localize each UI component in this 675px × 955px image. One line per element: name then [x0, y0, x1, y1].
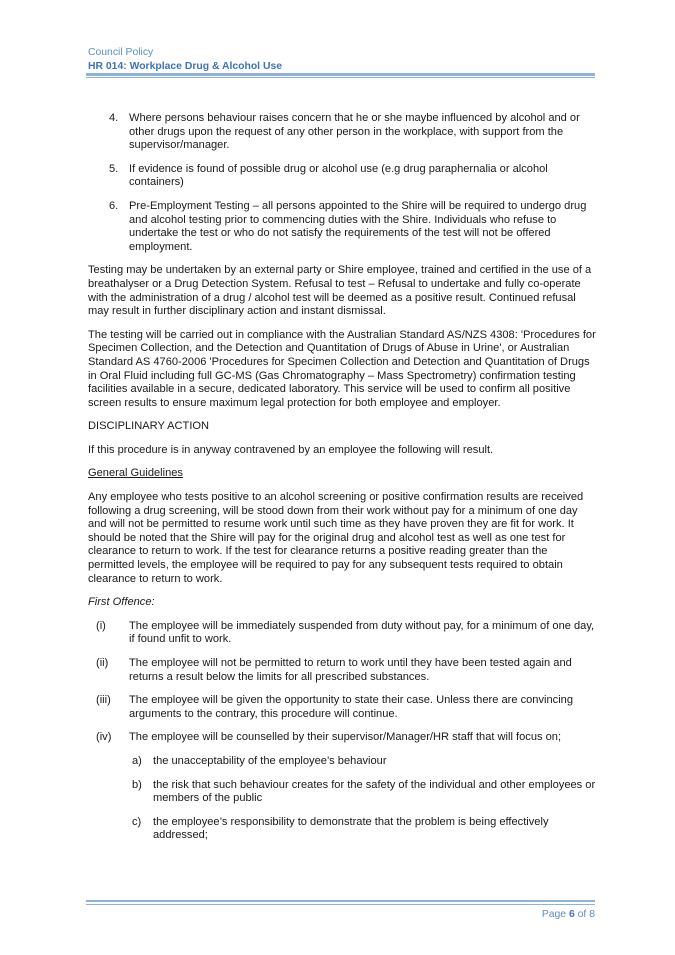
alpha-item [88, 816, 596, 843]
alpha-item [88, 755, 596, 769]
contravened-paragraph: If this procedure is in anyway contravened by an employee the following will result. [88, 443, 494, 456]
alpha-list [88, 755, 596, 843]
page-total: 8 [589, 909, 595, 920]
page-of: of [577, 909, 587, 920]
guidelines-paragraph: Any employee who tests positive to an alcohol screening or positive confirmation results are received following a drug screening, will be stood down from their work without pay for a minimum of one day and will not be permitted to resume work until such time as they have proven they are fit for work. It should be noted that the Shire will pay for the original drug and alcohol test as well as one test for clearance to return to work. If the test for clearance returns a positive reading greater than the permitted levels, the employee will be required to pay for any subsequent tests required to obtain clearance to return to work. [88, 491, 584, 585]
section-heading: DISCIPLINARY ACTION [88, 420, 210, 433]
numbered-item [88, 112, 596, 153]
item-text: the risk that such behaviour creates for the safety of the individual and other employees or members of the public [153, 778, 596, 805]
numbered-item [88, 200, 596, 254]
page-header [88, 46, 282, 74]
header-divider-thin [86, 77, 595, 78]
item-text: The employee will be given the opportunity to state their case. Unless there are convincing arguments to the contrary, this procedure will continue. [129, 694, 573, 720]
numbered-list [88, 112, 596, 254]
item-text: Where persons behaviour raises concern that he or she maybe influenced by alcohol and or other drugs upon the request of any other person in the workplace, with support from the supervisor/manager. [129, 112, 580, 152]
testing-paragraph: Testing may be undertaken by an external party or Shire employee, trained and certified in the use of a breathalyser or a Drug Detection System. Refusal to test – Refusal to undertake and fully co-operate with the administration of a drug / alcohol test will be deemed as a positive result. Continued refusal may result in further disciplinary action and instant dismissal. [88, 264, 592, 318]
roman-item [88, 620, 596, 647]
item-number: (iv) [96, 731, 112, 744]
policy-label: Council Policy [88, 47, 154, 58]
page-current: 6 [568, 909, 575, 920]
item-text: the employee’s responsibility to demonstrate that the problem is being effectively addressed; [153, 815, 549, 842]
policy-title: HR 014: Workplace Drug & Alcohol Use [88, 61, 283, 72]
item-text: Pre-Employment Testing – all persons appointed to the Shire will be required to undergo drug and alcohol testing prior to commencing duties with the Shire. Individuals who refuse to undertake the test or who do not satisfy the requirements of the test will not be offered employment. [129, 199, 587, 253]
item-text: The employee will be immediately suspended from duty without pay, for a minimum of one day, if found unfit to work. [129, 619, 595, 646]
header-divider [86, 73, 595, 76]
page-word: Page [541, 909, 567, 920]
item-text: The employee will not be permitted to return to work until they have been tested again and returns a result below the limits for all prescribed substances. [129, 657, 572, 683]
compliance-paragraph: The testing will be carried out in compliance with the Australian Standard AS/NZS 4308: 'Procedures for Specimen Collection, and the Detection and Quantitation of Drugs of Abuse in Urine', or Australian Standard AS 4760-2006 'Procedures for Specimen Collection and Detection and Quantitation of Drugs in Oral Fluid including full GC-MS (Gas Chromatography – Mass Spectrometry) confirmation testing facilities available in a secure, dedicated laboratory. This service will be used to confirm all positive screen results to ensure maximum legal protection for both employee and employer. [88, 328, 596, 409]
item-number: 4. [109, 112, 119, 124]
item-letter: a) [132, 754, 142, 767]
item-text: If evidence is found of possible drug or alcohol use (e.g drug paraphernalia or alcohol containers) [129, 162, 548, 189]
page-body [88, 112, 596, 853]
item-letter: c) [132, 815, 142, 828]
roman-item [88, 694, 596, 721]
roman-list [88, 620, 596, 745]
numbered-item [88, 163, 596, 190]
roman-item [88, 731, 596, 745]
item-letter: b) [132, 778, 142, 791]
item-number: (iii) [96, 694, 111, 707]
roman-item [88, 657, 596, 684]
item-number: (ii) [96, 657, 109, 669]
footer-divider-thin [86, 904, 595, 905]
item-text: The employee will be counselled by their supervisor/Manager/HR staff that will focus on; [129, 731, 562, 744]
item-number: 5. [109, 162, 119, 175]
item-text: the unacceptability of the employee’s behaviour [153, 754, 387, 767]
item-number: 6. [109, 199, 119, 212]
footer-divider [86, 900, 595, 902]
alpha-item [88, 779, 596, 806]
subsection-heading: General Guidelines [88, 467, 183, 480]
offence-heading: First Offence: [88, 596, 155, 609]
page-number [542, 909, 595, 920]
item-number: (i) [96, 619, 106, 632]
